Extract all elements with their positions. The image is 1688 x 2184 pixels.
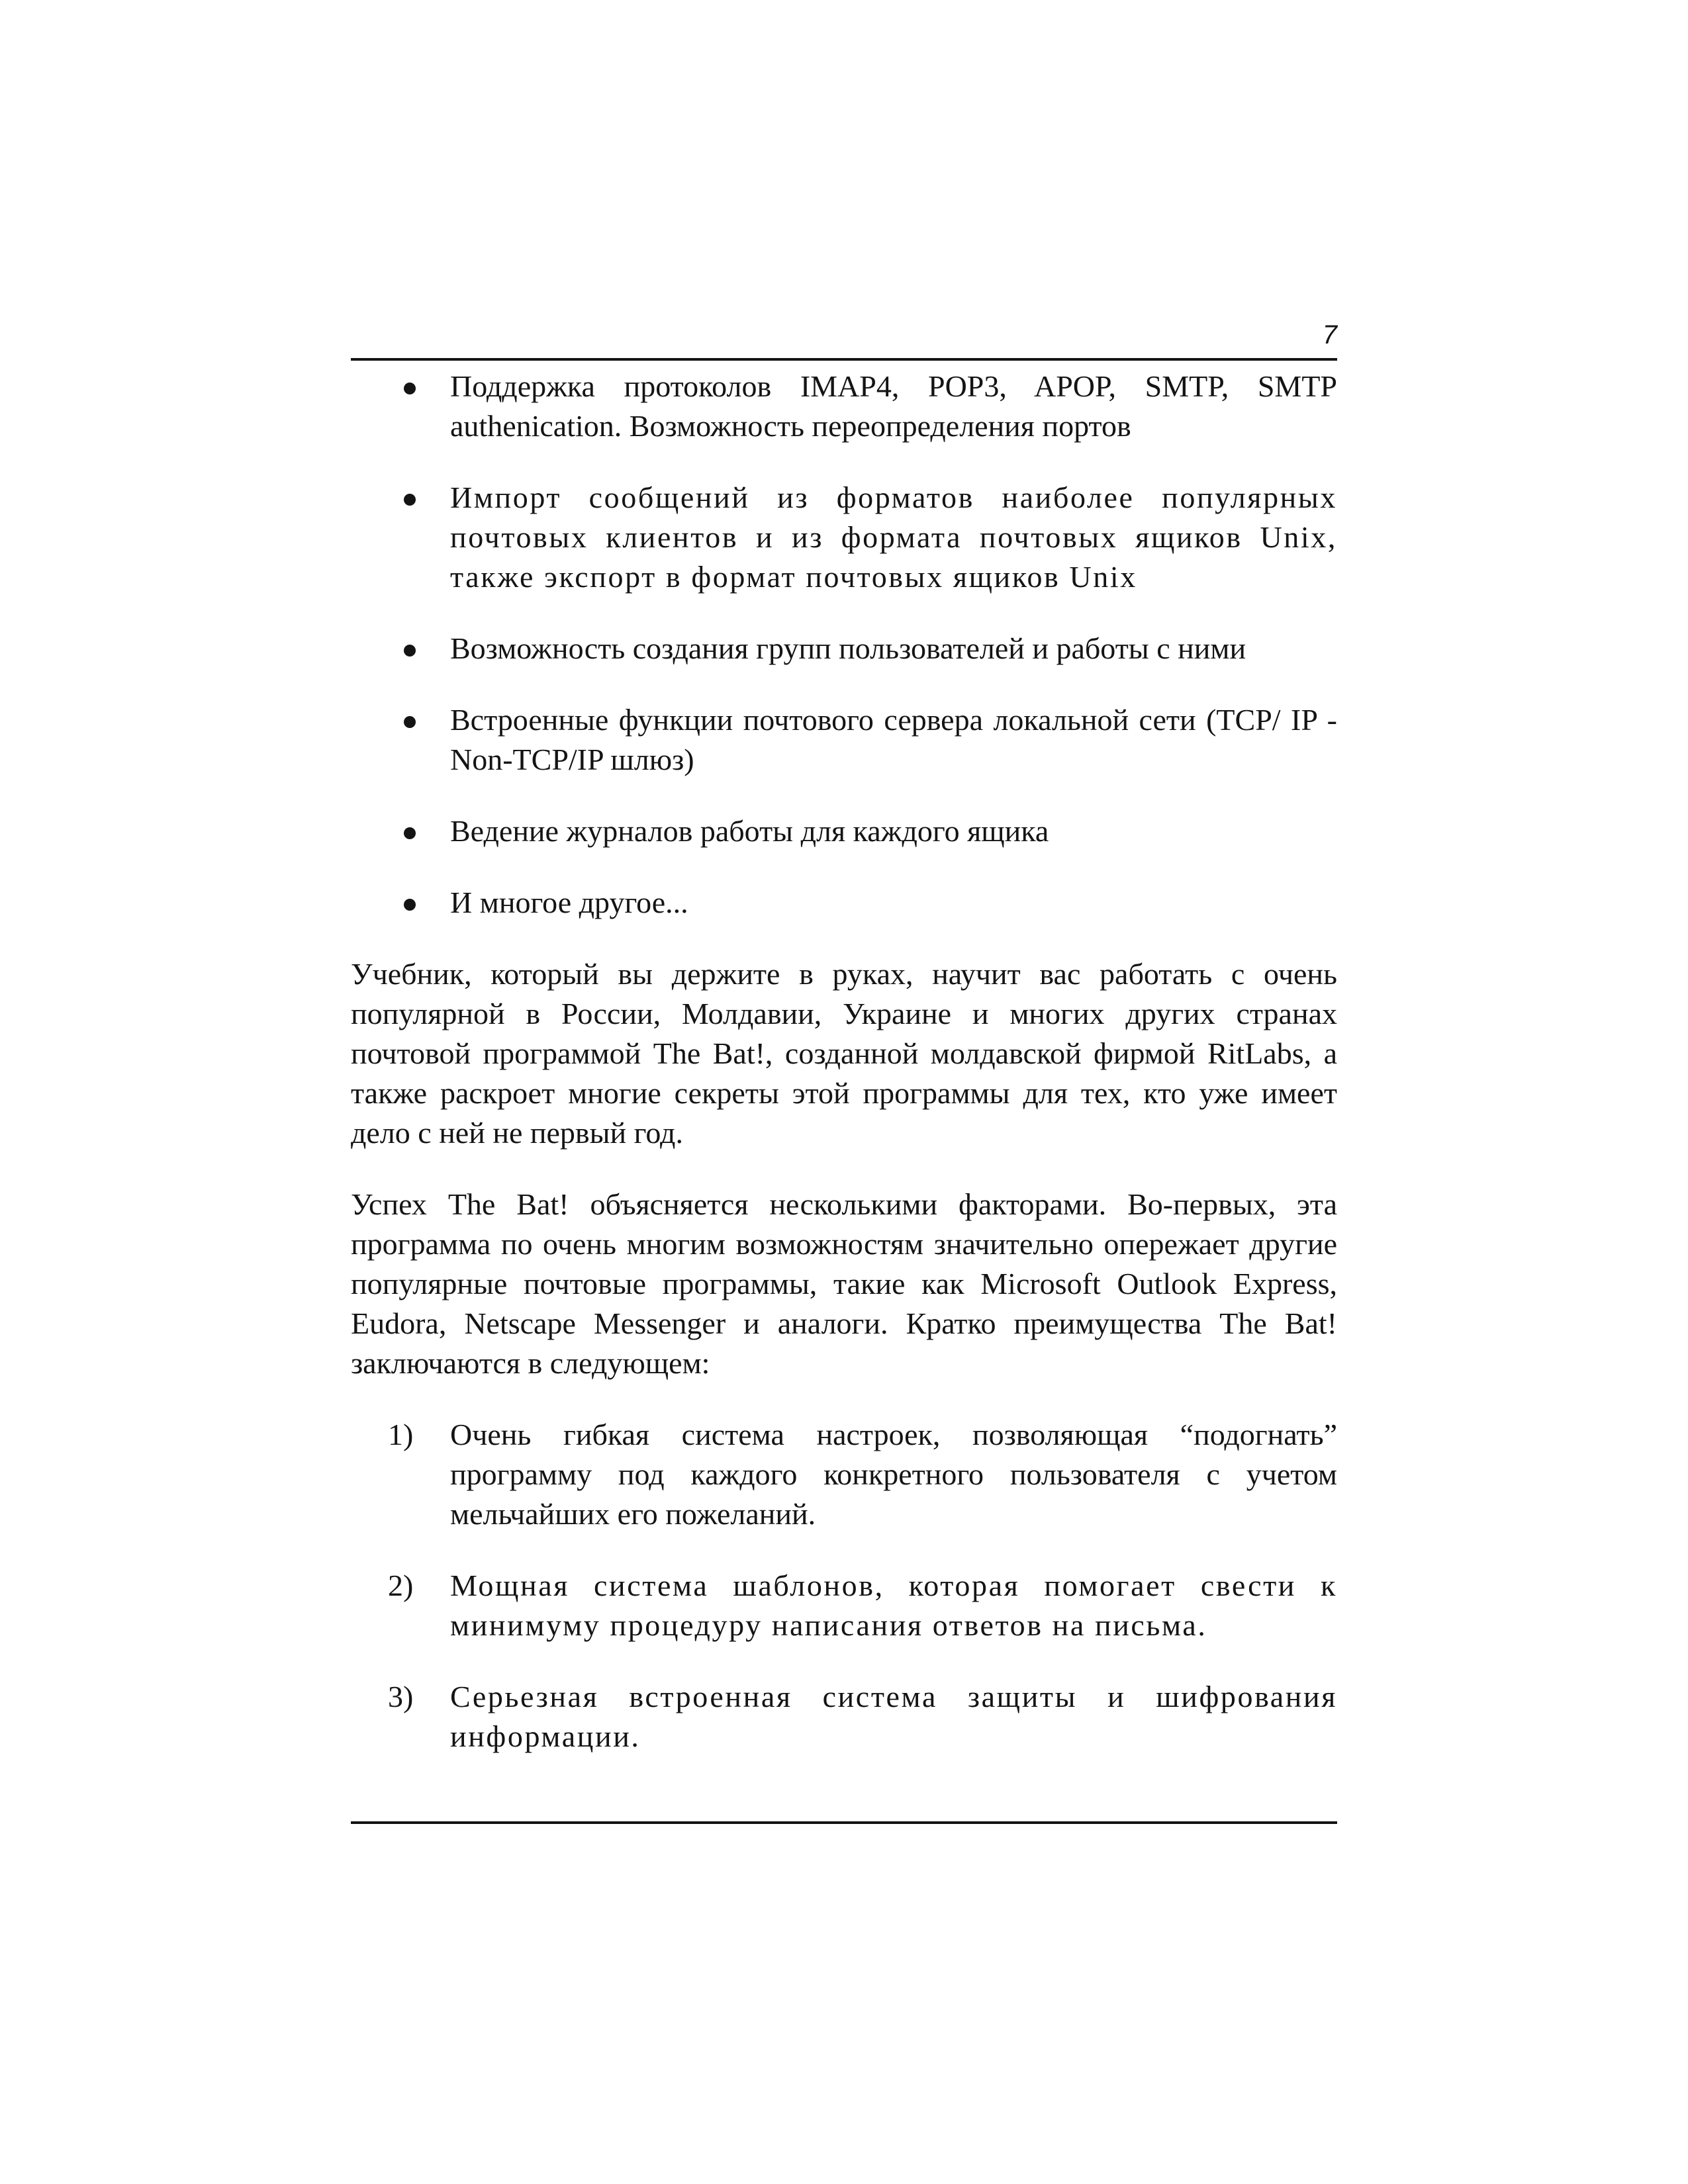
footer-rule xyxy=(351,1821,1337,1824)
numbered-text: Мощная система шаблонов, которая помогает свести к минимуму процедуру написания ответов на письма. xyxy=(450,1569,1337,1642)
advantages-numbered-list xyxy=(351,1415,1337,1756)
bullet-item xyxy=(351,367,1337,446)
bullet-text: Поддержка протоколов IMAP4, POP3, APOP, SMTP, SMTP authenication. Возможность переопределения портов xyxy=(450,369,1337,443)
bullet-item xyxy=(351,883,1337,923)
bullet-item xyxy=(351,478,1337,597)
bullet-item xyxy=(351,700,1337,780)
numbered-text: Очень гибкая система настроек, позволяющая “подогнать” программу под каждого конкретного пользователя с учетом мельчайших его пожеланий. xyxy=(450,1418,1337,1531)
intro-paragraph: Учебник, который вы держите в руках, научит вас работать с очень популярной в России, Молдавии, Украине и многих других странах почтовой программой The Bat!, созданной молдавской фирмой RitLabs, а также раскроет многие секреты этой программы для тех, кто уже имеет дело с ней не первый год. xyxy=(351,957,1337,1150)
item-number: 3) xyxy=(388,1680,414,1713)
bullet-item xyxy=(351,811,1337,851)
feature-bullet-list xyxy=(351,367,1337,923)
bullet-item xyxy=(351,629,1337,668)
page-number: 7 xyxy=(1322,320,1337,349)
numbered-item xyxy=(351,1415,1337,1534)
success-paragraph: Успех The Bat! объясняется несколькими факторами. Во-первых, эта программа по очень многим возможностям значительно опережает другие популярные почтовые программы, такие как Microsoft Outlook Express, Eudora, Netscape Messenger и аналоги. Кратко преимущества The Bat! заключаются в следующем: xyxy=(351,1187,1337,1380)
bullet-text: Импорт сообщений из форматов наиболее популярных почтовых клиентов и из формата почтовых ящиков Unix, также экспорт в формат почтовых ящиков Unix xyxy=(450,480,1337,594)
bullet-text: Ведение журналов работы для каждого ящика xyxy=(450,814,1049,848)
bullet-text: Встроенные функции почтового сервера локальной сети (TCP/ IP - Non-TCP/IP шлюз) xyxy=(450,703,1337,776)
numbered-item xyxy=(351,1677,1337,1756)
bullet-text: И многое другое... xyxy=(450,886,688,919)
header-rule xyxy=(351,358,1337,361)
item-number: 2) xyxy=(388,1569,414,1602)
bullet-text: Возможность создания групп пользователей и работы с ними xyxy=(450,631,1246,665)
numbered-item xyxy=(351,1566,1337,1645)
numbered-text: Серьезная встроенная система защиты и шифрования информации. xyxy=(450,1680,1337,1753)
page-body xyxy=(351,367,1337,1788)
item-number: 1) xyxy=(388,1418,414,1451)
